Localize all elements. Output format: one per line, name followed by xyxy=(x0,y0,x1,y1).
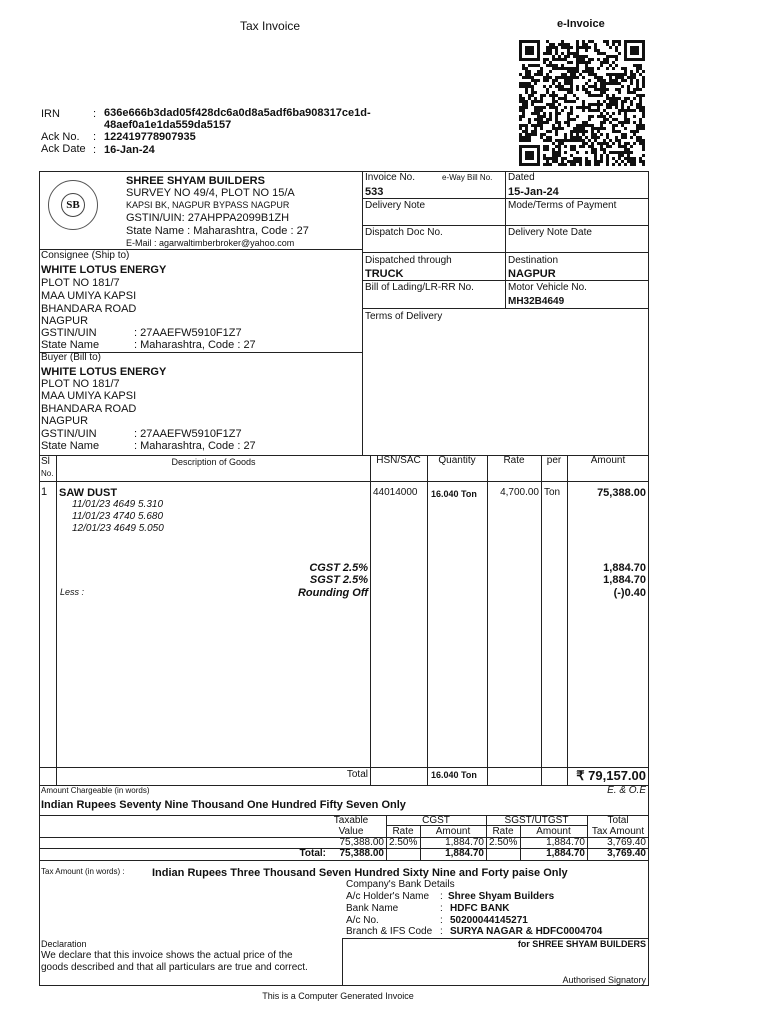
tax-total-sgst: 1,884.70 xyxy=(546,848,585,859)
cgst-label: CGST 2.5% xyxy=(309,562,368,574)
seller-logo xyxy=(48,180,98,230)
tax-sgst-amount-header: Amount xyxy=(536,826,571,837)
tax-total-label: Total: xyxy=(299,848,326,859)
item-per: Ton xyxy=(544,487,561,498)
invoice-title: Tax Invoice xyxy=(240,19,301,33)
buyer-gstin-label: GSTIN/UIN xyxy=(41,428,97,440)
item-hsn: 44014000 xyxy=(373,487,418,498)
dispatch-doc-label: Dispatch Doc No. xyxy=(365,227,443,238)
ack-date-value: 16-Jan-24 xyxy=(104,144,155,156)
tax-row-cgst-amount: 1,884.70 xyxy=(445,837,484,848)
col-hsn-header: HSN/SAC xyxy=(376,455,421,466)
destination-value: NAGPUR xyxy=(508,268,556,280)
buyer-state-label: State Name xyxy=(41,440,100,452)
col-rate-header: Rate xyxy=(503,455,525,466)
buyer-address-3: BHANDARA ROAD xyxy=(41,403,137,415)
declaration-heading: Declaration xyxy=(41,939,87,949)
bank-acno-sep: : xyxy=(440,915,443,926)
eway-bill-label: e-Way Bill No. xyxy=(442,173,493,182)
tax-row-sgst-rate: 2.50% xyxy=(489,837,518,848)
buyer-address-1: PLOT NO 181/7 xyxy=(41,378,120,390)
consignee-address-4: NAGPUR xyxy=(41,315,89,327)
buyer-state: : Maharashtra, Code : 27 xyxy=(134,440,256,452)
bank-holder-label: A/c Holder's Name xyxy=(346,891,430,902)
tax-row-total: 3,769.40 xyxy=(607,837,646,848)
qr-code-icon xyxy=(519,40,645,166)
total-quantity: 16.040 Ton xyxy=(431,770,477,780)
col-per-header: per xyxy=(546,455,562,466)
item-detail-3: 12/01/23 4649 5.050 xyxy=(72,523,164,534)
item-name: SAW DUST xyxy=(59,487,118,499)
seller-address-2: KAPSI BK, NAGPUR BYPASS NAGPUR xyxy=(126,200,290,210)
consignee-state-label: State Name xyxy=(41,339,100,351)
invoice-no-label: Invoice No. xyxy=(365,172,416,183)
bank-name-value: HDFC BANK xyxy=(450,903,510,914)
tax-total-total: 3,769.40 xyxy=(607,848,646,859)
tax-total-cgst: 1,884.70 xyxy=(445,848,484,859)
amount-words-label: Amount Chargeable (in words) xyxy=(41,786,150,795)
seller-email: E-Mail : agarwaltimberbroker@yahoo.com xyxy=(126,238,295,248)
tax-value-header: Value xyxy=(338,826,364,837)
rounding-amount: (-)0.40 xyxy=(613,587,646,599)
amount-in-words: Indian Rupees Seventy Nine Thousand One Hundred Fifty Seven Only xyxy=(41,799,406,811)
irn-colon: : xyxy=(93,108,97,120)
bank-acno-value: 50200044145271 xyxy=(450,915,528,926)
motor-vehicle-value: MH32B4649 xyxy=(508,296,565,307)
sgst-label: SGST 2.5% xyxy=(309,574,368,586)
signature-for: for SHREE SHYAM BUILDERS xyxy=(517,939,646,949)
declaration-line-1: We declare that this invoice shows the actual price of the xyxy=(41,950,293,961)
irn-label: IRN xyxy=(41,108,60,120)
seller-logo-mark: SB xyxy=(61,193,85,217)
ack-date-label: Ack Date xyxy=(41,143,86,155)
seller-gstin: GSTIN/UIN: 27AHPPA2099B1ZH xyxy=(126,212,290,224)
col-amount-header: Amount xyxy=(590,455,626,466)
tax-total-taxable: 75,388.00 xyxy=(339,848,384,859)
ack-date-colon: : xyxy=(93,144,97,156)
terms-of-delivery-label: Terms of Delivery xyxy=(365,311,443,322)
destination-label: Destination xyxy=(508,255,559,266)
motor-vehicle-label: Motor Vehicle No. xyxy=(508,282,587,293)
consignee-name: WHITE LOTUS ENERGY xyxy=(41,264,167,276)
dispatched-through-value: TRUCK xyxy=(365,268,404,280)
item-rate: 4,700.00 xyxy=(500,487,539,498)
item-detail-1: 11/01/23 4649 5.310 xyxy=(72,499,164,510)
tax-cgst-header: CGST xyxy=(422,815,450,826)
item-sl: 1 xyxy=(41,486,48,498)
less-label: Less : xyxy=(60,587,85,597)
consignee-address-2: MAA UMIYA KAPSI xyxy=(41,290,137,302)
sgst-amount: 1,884.70 xyxy=(603,574,646,586)
item-amount: 75,388.00 xyxy=(597,487,646,499)
buyer-heading: Buyer (Bill to) xyxy=(41,352,102,363)
tax-row-cgst-rate: 2.50% xyxy=(389,837,418,848)
mode-terms-label: Mode/Terms of Payment xyxy=(508,200,617,211)
consignee-state: : Maharashtra, Code : 27 xyxy=(134,339,256,351)
cgst-amount: 1,884.70 xyxy=(603,562,646,574)
bank-heading: Company's Bank Details xyxy=(346,879,455,890)
tax-in-words: Indian Rupees Three Thousand Seven Hundred Sixty Nine and Forty paise Only xyxy=(152,867,568,879)
tax-row-sgst-amount: 1,884.70 xyxy=(546,837,585,848)
dated-value: 15-Jan-24 xyxy=(508,186,559,198)
invoice-no-value: 533 xyxy=(365,186,384,198)
dispatched-through-label: Dispatched through xyxy=(365,255,452,266)
seller-address-1: SURVEY NO 49/4, PLOT NO 15/A xyxy=(126,187,295,199)
delivery-note-date-label: Delivery Note Date xyxy=(508,227,592,238)
bill-of-lading-label: Bill of Lading/LR-RR No. xyxy=(365,282,474,293)
consignee-gstin: : 27AAEFW5910F1Z7 xyxy=(134,327,242,339)
buyer-address-2: MAA UMIYA KAPSI xyxy=(41,390,137,402)
consignee-address-1: PLOT NO 181/7 xyxy=(41,277,120,289)
bank-holder-value: Shree Shyam Builders xyxy=(448,891,555,902)
buyer-gstin: : 27AAEFW5910F1Z7 xyxy=(134,428,242,440)
declaration-line-2: goods described and that all particulars are true and correct. xyxy=(41,962,308,973)
eoe-label: E. & O.E xyxy=(607,785,646,796)
tax-sgst-rate-header: Rate xyxy=(492,826,514,837)
tax-taxable-header: Taxable xyxy=(333,815,369,826)
rounding-off-label: Rounding Off xyxy=(297,587,368,599)
bank-branch-value: SURYA NAGAR & HDFC0004704 xyxy=(450,926,603,937)
tax-words-label: Tax Amount (in words) : xyxy=(41,867,125,876)
ack-no-colon: : xyxy=(93,131,97,143)
item-quantity: 16.040 Ton xyxy=(431,489,477,499)
tax-row-taxable: 75,388.00 xyxy=(339,837,384,848)
total-label: Total xyxy=(346,769,368,780)
item-detail-2: 11/01/23 4740 5.680 xyxy=(72,511,164,522)
consignee-gstin-label: GSTIN/UIN xyxy=(41,327,97,339)
irn-value-line2: 48aef0a1e1da559da5157 xyxy=(104,119,232,131)
bank-holder-sep: : xyxy=(440,891,443,902)
col-no-header: No. xyxy=(41,469,54,478)
buyer-address-4: NAGPUR xyxy=(41,415,89,427)
col-sl-header: Sl xyxy=(41,456,50,467)
total-amount: ₹ 79,157.00 xyxy=(576,768,646,783)
tax-total-amount-header: Tax Amount xyxy=(591,826,645,837)
seller-name: SHREE SHYAM BUILDERS xyxy=(126,175,265,187)
delivery-note-label: Delivery Note xyxy=(365,200,426,211)
footer-note: This is a Computer Generated Invoice xyxy=(262,991,414,1001)
bank-branch-sep: : xyxy=(440,926,443,937)
buyer-name: WHITE LOTUS ENERGY xyxy=(41,366,167,378)
bank-name-label: Bank Name xyxy=(346,903,399,914)
tax-cgst-amount-header: Amount xyxy=(435,826,471,837)
einvoice-label: e-Invoice xyxy=(557,18,605,30)
consignee-heading: Consignee (Ship to) xyxy=(41,250,130,261)
bank-name-sep: : xyxy=(440,903,443,914)
bank-acno-label: A/c No. xyxy=(346,915,379,926)
ack-no-label: Ack No. xyxy=(41,131,80,143)
tax-cgst-rate-header: Rate xyxy=(392,826,414,837)
consignee-address-3: BHANDARA ROAD xyxy=(41,303,137,315)
ack-no-value: 122419778907935 xyxy=(104,131,196,143)
seller-state: State Name : Maharashtra, Code : 27 xyxy=(126,225,309,237)
bank-branch-label: Branch & IFS Code xyxy=(346,926,433,937)
irn-value-line1: 636e666b3dad05f428dc6a0d8a5adf6ba908317ce1d- xyxy=(104,107,371,119)
col-description-header: Description of Goods xyxy=(171,457,256,467)
dated-label: Dated xyxy=(508,172,535,183)
tax-total-header: Total xyxy=(607,815,629,826)
tax-sgst-header: SGST/UTGST xyxy=(504,815,569,826)
authorised-signatory: Authorised Signatory xyxy=(562,975,646,985)
col-quantity-header: Quantity xyxy=(438,455,476,466)
